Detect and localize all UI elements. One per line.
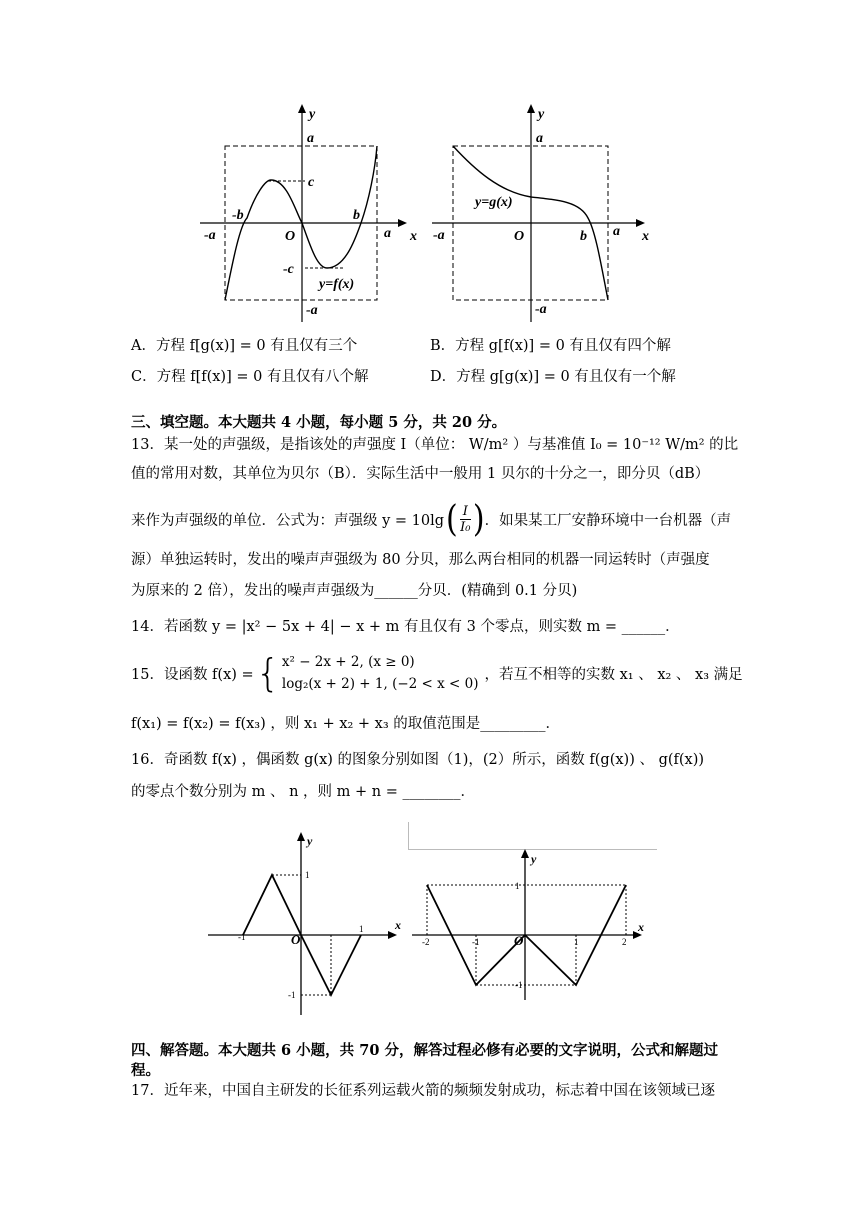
svg-text:b: b <box>580 229 587 244</box>
svg-text:1: 1 <box>359 924 364 934</box>
svg-text:a: a <box>613 224 620 239</box>
svg-text:O: O <box>285 229 296 244</box>
x-arrow-icon <box>398 219 407 227</box>
q14: 14．若函数 y = |x² − 5x + 4| − x + m 有且仅有 3 个零点，则实数 m = ______． <box>131 619 680 635</box>
graph-f-top <box>195 100 430 330</box>
y-arrow-icon <box>297 832 305 841</box>
svg-text:O: O <box>291 932 301 947</box>
svg-text:-c: -c <box>283 262 294 277</box>
section-3-heading: 三、填空题。本大题共 4 小题，每小题 5 分，共 20 分。 <box>131 414 507 431</box>
svg-text:x: x <box>410 229 417 244</box>
svg-text:-2: -2 <box>422 937 430 947</box>
svg-text:-1: -1 <box>238 932 246 942</box>
svg-text:y: y <box>307 834 313 848</box>
q13-line5: 为原来的 2 倍），发出的噪声声强级为______分贝．(精确到 0.1 分贝) <box>131 583 578 599</box>
svg-text:-a: -a <box>535 302 547 317</box>
svg-text:a: a <box>307 131 314 146</box>
q13-line3: 来作为声强级的单位．公式为：声强级 y = 10lg ( I I₀ ) ．如果某工厂安静环境中一台机器（声 <box>131 497 732 540</box>
svg-text:y=f(x): y=f(x) <box>319 277 355 292</box>
svg-text:2: 2 <box>622 937 627 947</box>
option-a: A．方程 f[g(x)] = 0 有且仅有三个 <box>131 338 358 354</box>
section-4-heading-line2: 程。 <box>131 1062 160 1079</box>
svg-text:b: b <box>353 208 360 223</box>
section-4-heading-line1: 四、解答题。本大题共 6 小题，共 70 分，解答过程必修有必要的文字说明，公式和解题过 <box>131 1042 718 1059</box>
svg-text:1: 1 <box>574 937 579 947</box>
y-arrow-icon <box>298 104 306 113</box>
y-arrow-icon <box>521 849 529 858</box>
svg-text:c: c <box>308 175 315 190</box>
paren-left: ( <box>446 497 458 540</box>
graph-f-bottom <box>205 825 410 1015</box>
svg-text:x: x <box>642 229 649 244</box>
svg-text:y: y <box>531 852 537 866</box>
svg-text:x: x <box>395 918 401 932</box>
svg-text:-b: -b <box>232 208 244 223</box>
option-d: D．方程 g[g(x)] = 0 有且仅有一个解 <box>430 369 676 385</box>
svg-text:-a: -a <box>306 303 318 318</box>
svg-text:y: y <box>538 107 545 122</box>
svg-text:O: O <box>514 933 524 948</box>
option-b: B．方程 g[f(x)] = 0 有且仅有四个解 <box>430 338 671 354</box>
q13-line1: 13．某一处的声强级，是指该处的声强度 I（单位： W/m² ）与基准值 I₀ = 10⁻¹² W/m² 的比 <box>131 437 739 453</box>
svg-text:x: x <box>638 920 644 934</box>
svg-text:y=g(x): y=g(x) <box>475 195 513 210</box>
q15-line1: 15．设函数 f(x) = { x² − 2x + 2, (x ≥ 0) log₂(x + 2) + 1, (−2 < x < 0) ，若互不相等的实数 x₁ 、 x₂ 、 x₃ 满足 <box>131 651 743 695</box>
svg-text:-1: -1 <box>472 937 480 947</box>
svg-text:1: 1 <box>515 881 520 891</box>
q15-line2: f(x₁) = f(x₂) = f(x₃) ，则 x₁ + x₂ + x₃ 的取值范围是_________． <box>131 716 561 732</box>
svg-text:O: O <box>514 229 525 244</box>
fraction: I I₀ <box>460 504 471 535</box>
q17-line1: 17．近年来，中国自主研发的长征系列运载火箭的频频发射成功，标志着中国在该领域已逐 <box>131 1083 715 1099</box>
graph-g-top <box>430 100 660 330</box>
cases: x² − 2x + 2, (x ≥ 0) log₂(x + 2) + 1, (−2 < x < 0) <box>281 654 479 692</box>
option-c: C．方程 f[f(x)] = 0 有且仅有八个解 <box>131 369 369 385</box>
svg-text:a: a <box>384 226 391 241</box>
svg-text:1: 1 <box>305 870 310 880</box>
x-arrow-icon <box>636 219 645 227</box>
svg-text:a: a <box>536 131 543 146</box>
q13-line2: 值的常用对数，其单位为贝尔（B）．实际生活中一般用 1 贝尔的十分之一，即分贝（dB） <box>131 466 710 482</box>
paren-right: ) <box>472 497 485 540</box>
svg-text:-1: -1 <box>288 990 296 1000</box>
graph-g-bottom <box>410 845 655 1005</box>
y-label: y <box>309 107 316 122</box>
brace: { <box>255 651 280 695</box>
svg-text:-1: -1 <box>515 980 523 990</box>
y-arrow-icon <box>527 104 535 113</box>
q13-line4: 源）单独运转时，发出的噪声声强级为 80 分贝，那么两台相同的机器一同运转时（声强度 <box>131 552 710 568</box>
svg-text:-a: -a <box>204 228 216 243</box>
x-arrow-icon <box>388 931 397 939</box>
q16-line1: 16．奇函数 f(x) ，偶函数 g(x) 的图象分别如图（1)，(2）所示，函数 f(g(x)) 、 g(f(x)) <box>131 752 705 768</box>
q16-line2: 的零点个数分别为 m 、 n ，则 m + n = ________． <box>131 784 475 800</box>
svg-text:-a: -a <box>433 228 445 243</box>
